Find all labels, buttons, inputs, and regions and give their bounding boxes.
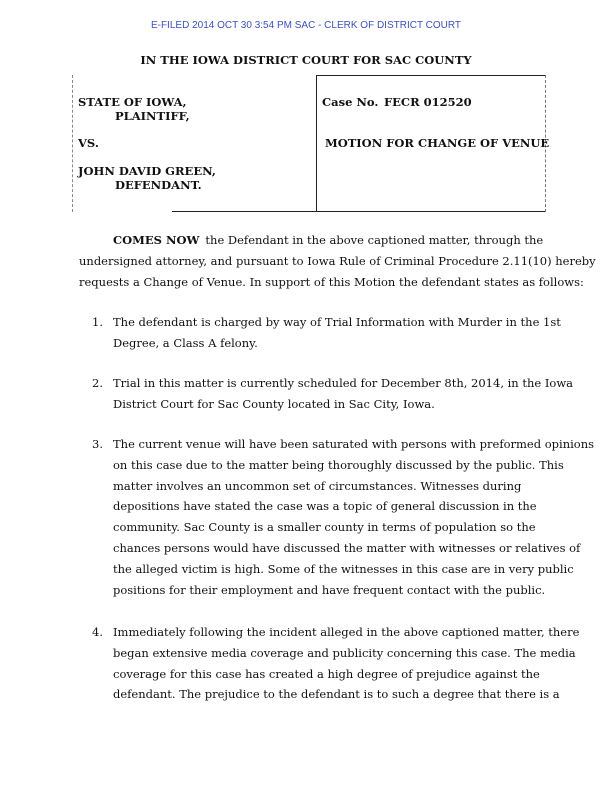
intro-line bbox=[113, 233, 543, 247]
item-line: coverage for this case has created a high degree of prejudice against the bbox=[113, 666, 540, 681]
defendant-name: JOHN DAVID GREEN, bbox=[78, 164, 216, 178]
item-line: Immediately following the incident alleged in the above captioned matter, there bbox=[113, 625, 580, 639]
case-label: Case No. bbox=[322, 95, 379, 109]
item-line: Trial in this matter is currently scheduled for December 8th, 2014, in the Iowa bbox=[113, 376, 574, 390]
item-line: matter involves an uncommon set of circumstances. Witnesses during bbox=[113, 478, 522, 493]
defendant-role: DEFENDANT. bbox=[115, 178, 202, 192]
intro-line: requests a Change of Venue. In support of this Motion the defendant states as follows: bbox=[79, 275, 584, 289]
case-number: FECR 012520 bbox=[384, 95, 472, 109]
plaintiff-role: PLAINTIFF, bbox=[115, 109, 190, 123]
item-line: the alleged victim is high. Some of the witnesses in this case are in very public bbox=[113, 561, 574, 576]
plaintiff-name: STATE OF IOWA, bbox=[78, 95, 187, 109]
item-line: began extensive media coverage and publicity concerning this case. The media bbox=[113, 645, 576, 660]
caption-divider bbox=[316, 75, 317, 212]
item-number: 1. bbox=[92, 315, 103, 329]
court-title: IN THE IOWA DISTRICT COURT FOR SAC COUNTY bbox=[140, 53, 472, 67]
item-line: Degree, a Class A felony. bbox=[113, 335, 258, 350]
motion-title: MOTION FOR CHANGE OF VENUE bbox=[325, 136, 550, 150]
versus: VS. bbox=[78, 136, 99, 150]
item-line: defendant. The prejudice to the defendant is to such a degree that there is a bbox=[113, 687, 560, 702]
caption-top-border bbox=[316, 75, 546, 76]
intro-line: undersigned attorney, and pursuant to Iowa Rule of Criminal Procedure 2.11(10) hereby bbox=[79, 254, 596, 268]
item-line: on this case due to the matter being thoroughly discussed by the public. This bbox=[113, 457, 564, 472]
item-number: 2. bbox=[92, 376, 103, 390]
caption-left-border bbox=[72, 75, 73, 212]
item-line: chances persons would have discussed the matter with witnesses or relatives of bbox=[113, 541, 581, 555]
item-number: 3. bbox=[92, 437, 103, 451]
item-line: community. Sac County is a smaller county in terms of population so the bbox=[113, 520, 536, 535]
item-line: positions for their employment and have frequent contact with the public. bbox=[113, 582, 546, 597]
caption-bottom-border bbox=[172, 211, 546, 212]
intro-lead: COMES NOW bbox=[113, 233, 200, 247]
item-line: District Court for Sac County located in Sac City, Iowa. bbox=[113, 396, 435, 411]
efiled-stamp: E-FILED 2014 OCT 30 3:54 PM SAC - CLERK OF DISTRICT COURT bbox=[150, 20, 462, 31]
item-number: 4. bbox=[92, 625, 103, 639]
item-line: depositions have stated the case was a topic of general discussion in the bbox=[113, 499, 537, 514]
intro-text: the Defendant in the above captioned matter, through the bbox=[205, 233, 544, 247]
item-line: The current venue will have been saturated with persons with preformed opinions bbox=[113, 437, 595, 451]
case-caption bbox=[72, 75, 550, 212]
item-line: The defendant is charged by way of Trial Information with Murder in the 1st bbox=[113, 315, 561, 329]
